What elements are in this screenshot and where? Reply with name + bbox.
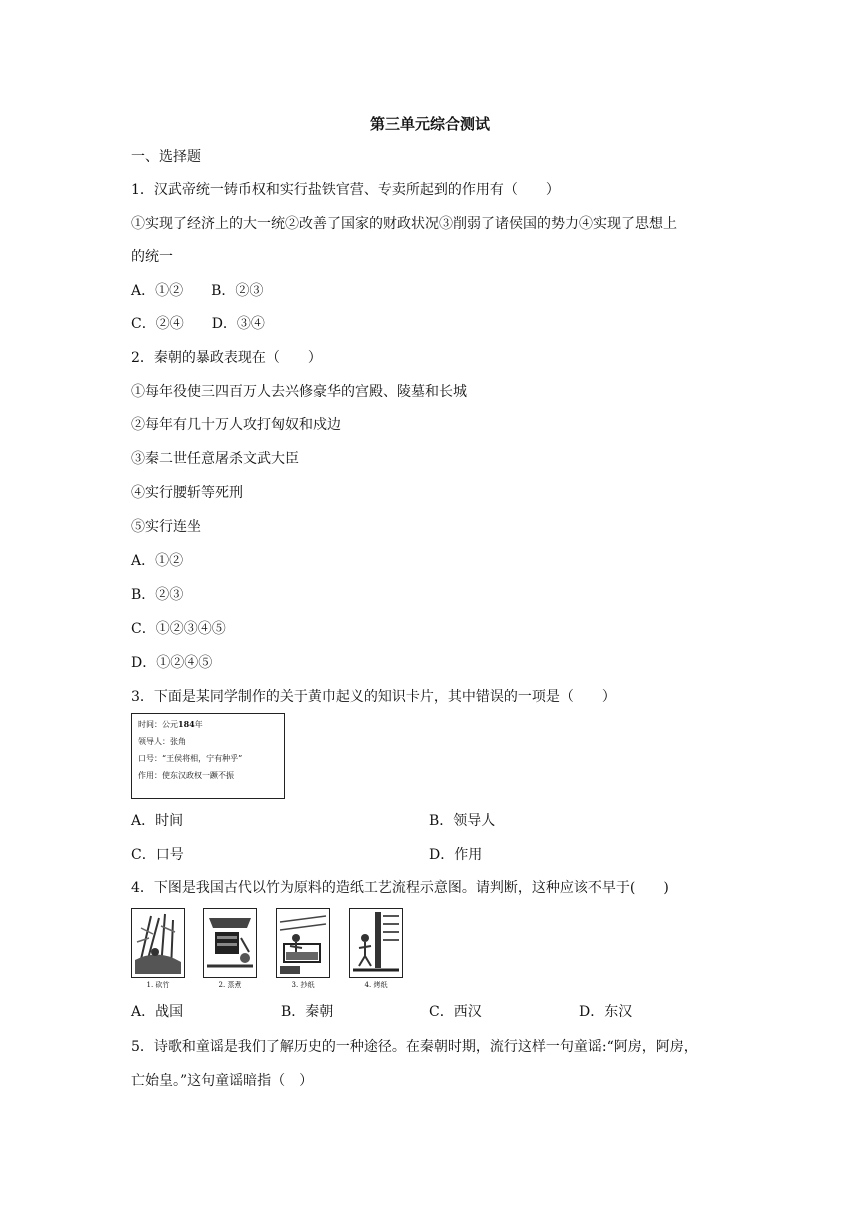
q3-stem: 3．下面是某同学制作的关于黄巾起义的知识卡片，其中错误的一项是（ ） bbox=[131, 689, 616, 705]
q1-stem: 1．汉武帝统一铸币权和实行盐铁官营、专卖所起到的作用有（ ） bbox=[131, 182, 560, 198]
q3-choice-c: C．口号 bbox=[131, 847, 184, 863]
knowledge-card bbox=[131, 713, 285, 799]
figure-caption-3: 3. 抄纸 bbox=[291, 981, 315, 989]
card-line-leader: 领导人：张角 bbox=[138, 737, 186, 746]
q2-stem: 2．秦朝的暴政表现在（ ） bbox=[131, 350, 322, 366]
q1-options-line1: ①实现了经济上的大一统②改善了国家的财政状况③削弱了诸侯国的势力④实现了思想上 bbox=[131, 216, 677, 232]
page-title: 第三单元综合测试 bbox=[369, 115, 490, 133]
q5-stem-line2: 亡始皇。”这句童谣暗指（ ） bbox=[131, 1073, 314, 1089]
q2-item-3: ③秦二世任意屠杀文武大臣 bbox=[131, 451, 299, 467]
figure-caption-4: 4. 烤纸 bbox=[364, 981, 388, 989]
card-line-time: 时间：公元184年 bbox=[138, 719, 203, 729]
q4-stem: 4．下图是我国古代以竹为原料的造纸工艺流程示意图。请判断，这种应该不早于( ) bbox=[131, 880, 669, 896]
figure-caption-2: 2. 蒸煮 bbox=[218, 981, 242, 989]
papermaking-figure-4 bbox=[349, 908, 403, 978]
q4-choice-c: C．西汉 bbox=[429, 1004, 482, 1020]
q2-choice-d: D．①②④⑤ bbox=[131, 655, 213, 671]
figure-caption-1: 1. 砍竹 bbox=[146, 981, 170, 989]
q2-item-4: ④实行腰斩等死刑 bbox=[131, 485, 243, 501]
q2-item-2: ②每年有几十万人攻打匈奴和戍边 bbox=[131, 417, 341, 433]
papermaking-figure-3 bbox=[276, 908, 330, 978]
q1-choice-cd: C．②④ D．③④ bbox=[131, 316, 265, 332]
section-heading: 一、选择题 bbox=[131, 149, 201, 165]
q3-choice-b: B．领导人 bbox=[429, 813, 496, 829]
q2-choice-c: C．①②③④⑤ bbox=[131, 621, 226, 637]
q4-choice-b: B．秦朝 bbox=[281, 1004, 334, 1020]
card-line-slogan: 口号：“王侯将相，宁有种乎” bbox=[138, 754, 243, 763]
q3-choice-a: A．时间 bbox=[131, 813, 184, 829]
q3-choice-d: D．作用 bbox=[429, 847, 483, 863]
q5-stem-line1: 5．诗歌和童谣是我们了解历史的一种途径。在秦朝时期，流行这样一句童谣:“阿房，阿房， bbox=[131, 1039, 698, 1055]
card-line-effect: 作用：使东汉政权一蹶不振 bbox=[138, 771, 234, 780]
q2-choice-b: B．②③ bbox=[131, 587, 184, 603]
q1-choice-ab: A．①② B．②③ bbox=[131, 283, 264, 299]
q2-item-5: ⑤实行连坐 bbox=[131, 519, 201, 535]
q2-choice-a: A．①② bbox=[131, 553, 184, 569]
q4-choice-d: D．东汉 bbox=[579, 1004, 633, 1020]
q4-choice-a: A．战国 bbox=[131, 1004, 184, 1020]
papermaking-figure-1 bbox=[131, 908, 185, 978]
q1-options-line2: 的统一 bbox=[131, 249, 173, 265]
papermaking-figure-2 bbox=[203, 908, 257, 978]
q2-item-1: ①每年役使三四百万人去兴修豪华的宫殿、陵墓和长城 bbox=[131, 384, 467, 400]
